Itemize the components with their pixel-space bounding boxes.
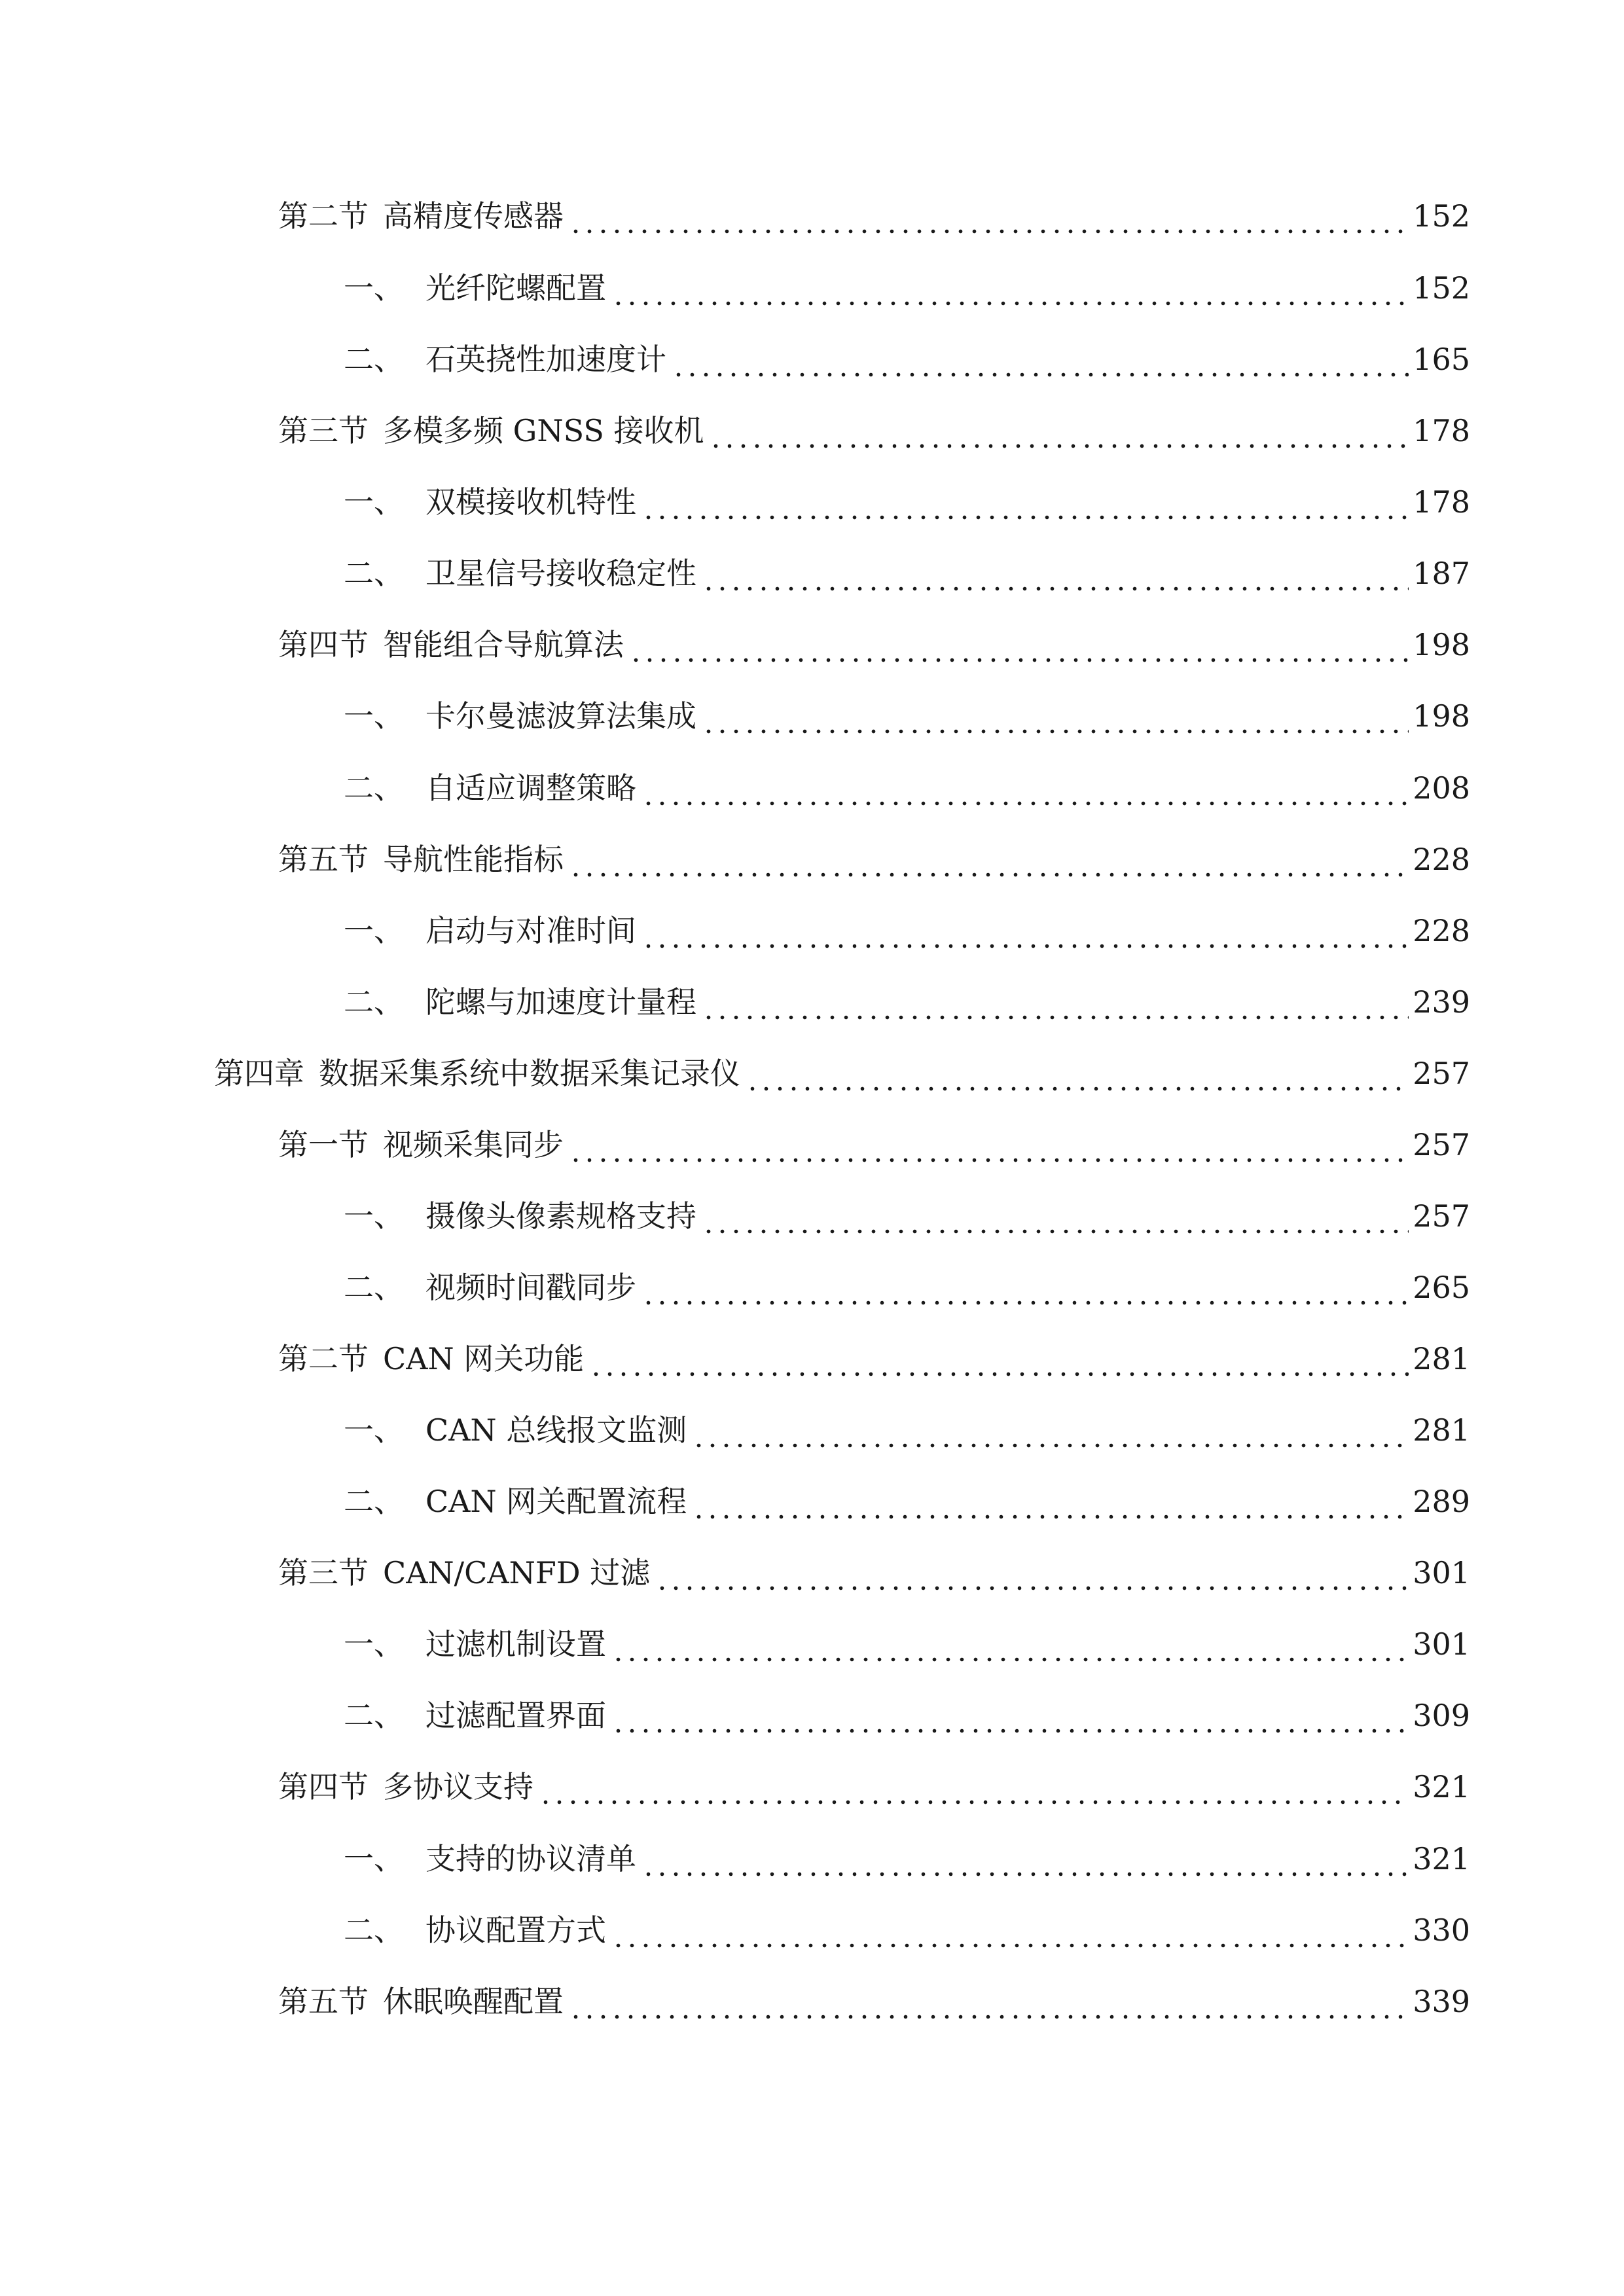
toc-entry-section[interactable] bbox=[278, 404, 1470, 457]
dot-leader bbox=[641, 1833, 1409, 1885]
dot-leader bbox=[672, 333, 1409, 386]
toc-entry-prefix: 二、 bbox=[344, 984, 404, 1020]
toc-entry-title: 过滤机制设置 bbox=[425, 1626, 606, 1662]
toc-entry-page-number: 301 bbox=[1413, 1626, 1470, 1662]
dot-leader bbox=[702, 1190, 1409, 1242]
toc-entry-subsection[interactable] bbox=[344, 547, 1470, 600]
toc-entry-title: 数据采集系统中数据采集记录仪 bbox=[319, 1056, 740, 1091]
toc-entry-page-number: 281 bbox=[1413, 1341, 1470, 1376]
toc-entry-label bbox=[344, 1404, 687, 1456]
toc-entry-title: 视频时间戳同步 bbox=[425, 1270, 636, 1305]
toc-entry-prefix: 二、 bbox=[344, 342, 404, 377]
toc-entry-label bbox=[278, 1975, 564, 2028]
toc-entry-section[interactable] bbox=[278, 833, 1470, 886]
toc-entry-prefix: 一、 bbox=[344, 270, 404, 306]
dot-leader bbox=[709, 404, 1409, 457]
toc-entry-subsection[interactable] bbox=[344, 262, 1470, 314]
dot-leader bbox=[569, 833, 1409, 886]
dot-leader bbox=[589, 1333, 1409, 1385]
toc-entry-prefix: 第四章 bbox=[214, 1056, 304, 1091]
toc-entry-prefix: 第二节 bbox=[278, 198, 369, 234]
toc-entry-chapter[interactable] bbox=[214, 1047, 1470, 1100]
toc-entry-page-number: 281 bbox=[1413, 1412, 1470, 1448]
dot-leader bbox=[569, 190, 1409, 242]
toc-entry-subsection[interactable] bbox=[344, 690, 1470, 742]
dot-leader bbox=[641, 1261, 1409, 1314]
dot-leader bbox=[746, 1047, 1409, 1100]
toc-entry-page-number: 330 bbox=[1413, 1912, 1470, 1948]
toc-entry-section[interactable] bbox=[278, 1119, 1470, 1171]
toc-entry-label bbox=[344, 333, 666, 386]
toc-entry-section[interactable] bbox=[278, 619, 1470, 671]
toc-entry-label bbox=[278, 190, 564, 242]
toc-entry-section[interactable] bbox=[278, 1333, 1470, 1385]
toc-entry-page-number: 228 bbox=[1413, 913, 1470, 948]
toc-entry-prefix: 第四节 bbox=[278, 627, 369, 662]
toc-entry-label bbox=[278, 404, 704, 457]
toc-entry-prefix: 第三节 bbox=[278, 413, 369, 448]
toc-entry-prefix: 二、 bbox=[344, 556, 404, 591]
toc-entry-label bbox=[344, 1475, 687, 1528]
dot-leader bbox=[611, 1618, 1409, 1670]
toc-entry-prefix: 一、 bbox=[344, 698, 404, 734]
toc-entry-prefix: 二、 bbox=[344, 770, 404, 806]
toc-entry-title: 双模接收机特性 bbox=[425, 484, 636, 520]
toc-entry-page-number: 208 bbox=[1413, 770, 1470, 806]
toc-entry-prefix: 第四节 bbox=[278, 1769, 369, 1804]
toc-entry-page-number: 178 bbox=[1413, 484, 1470, 520]
toc-entry-subsection[interactable] bbox=[344, 762, 1470, 814]
toc-entry-prefix: 第五节 bbox=[278, 1984, 369, 2019]
toc-entry-subsection[interactable] bbox=[344, 476, 1470, 528]
toc-entry-title: 智能组合导航算法 bbox=[383, 627, 624, 662]
toc-entry-title: 高精度传感器 bbox=[383, 198, 564, 234]
toc-entry-prefix: 二、 bbox=[344, 1698, 404, 1733]
toc-entry-title: 导航性能指标 bbox=[383, 842, 564, 877]
toc-entry-title: 卫星信号接收稳定性 bbox=[425, 556, 696, 591]
toc-entry-page-number: 187 bbox=[1413, 556, 1470, 591]
toc-entry-section[interactable] bbox=[278, 190, 1470, 242]
toc-entry-label bbox=[344, 476, 636, 528]
toc-entry-title: 陀螺与加速度计量程 bbox=[425, 984, 696, 1020]
toc-entry-page-number: 301 bbox=[1413, 1555, 1470, 1590]
toc-entry-title: CAN/CANFD 过滤 bbox=[383, 1555, 651, 1590]
toc-entry-label bbox=[344, 690, 696, 742]
dot-leader bbox=[539, 1761, 1409, 1813]
toc-entry-label bbox=[278, 619, 624, 671]
toc-entry-label bbox=[344, 762, 636, 814]
dot-leader bbox=[702, 547, 1409, 600]
toc-entry-label bbox=[344, 547, 696, 600]
toc-entry-title: CAN 网关功能 bbox=[383, 1341, 585, 1376]
toc-entry-subsection[interactable] bbox=[344, 333, 1470, 386]
toc-entry-subsection[interactable] bbox=[344, 1404, 1470, 1456]
toc-entry-label bbox=[214, 1047, 740, 1100]
toc-entry-page-number: 257 bbox=[1413, 1056, 1470, 1091]
toc-entry-page-number: 178 bbox=[1413, 413, 1470, 448]
toc-entry-prefix: 二、 bbox=[344, 1270, 404, 1305]
toc-entry-prefix: 第二节 bbox=[278, 1341, 369, 1376]
toc-entry-title: CAN 总线报文监测 bbox=[425, 1412, 687, 1448]
dot-leader bbox=[702, 690, 1409, 742]
toc-entry-prefix: 二、 bbox=[344, 1912, 404, 1948]
toc-entry-label bbox=[278, 1119, 564, 1171]
dot-leader bbox=[692, 1404, 1409, 1456]
toc-entry-label bbox=[344, 1689, 606, 1742]
toc-entry-label bbox=[344, 976, 696, 1028]
toc-entry-subsection[interactable] bbox=[344, 1833, 1470, 1885]
toc-entry-title: 过滤配置界面 bbox=[425, 1698, 606, 1733]
toc-entry-section[interactable] bbox=[278, 1547, 1470, 1599]
toc-entry-page-number: 289 bbox=[1413, 1484, 1470, 1519]
toc-entry-label bbox=[344, 1833, 636, 1885]
toc-entry-prefix: 一、 bbox=[344, 913, 404, 948]
dot-leader bbox=[692, 1475, 1409, 1528]
toc-entry-subsection[interactable] bbox=[344, 976, 1470, 1028]
toc-entry-subsection[interactable] bbox=[344, 905, 1470, 957]
toc-entry-title: 休眠唤醒配置 bbox=[383, 1984, 564, 2019]
toc-entry-label bbox=[344, 1618, 606, 1670]
dot-leader bbox=[611, 262, 1409, 314]
toc-entry-prefix: 一、 bbox=[344, 1412, 404, 1448]
toc-entry-section[interactable] bbox=[278, 1761, 1470, 1813]
toc-entry-subsection[interactable] bbox=[344, 1618, 1470, 1670]
toc-entry-subsection[interactable] bbox=[344, 1475, 1470, 1528]
toc-entry-title: 启动与对准时间 bbox=[425, 913, 636, 948]
toc-entry-title: 多协议支持 bbox=[383, 1769, 533, 1804]
toc-entry-title: 摄像头像素规格支持 bbox=[425, 1198, 696, 1234]
toc-entry-label bbox=[278, 833, 564, 886]
toc-entry-page-number: 152 bbox=[1413, 270, 1470, 306]
toc-entry-page-number: 198 bbox=[1413, 698, 1470, 734]
dot-leader bbox=[702, 976, 1409, 1028]
toc-entry-page-number: 152 bbox=[1413, 198, 1470, 234]
toc-entry-page-number: 339 bbox=[1413, 1984, 1470, 2019]
toc-entry-page-number: 321 bbox=[1413, 1841, 1470, 1876]
toc-entry-subsection[interactable] bbox=[344, 1190, 1470, 1242]
toc-entry-prefix: 一、 bbox=[344, 1841, 404, 1876]
toc-entry-page-number: 239 bbox=[1413, 984, 1470, 1020]
toc-entry-title: 多模多频 GNSS 接收机 bbox=[383, 413, 704, 448]
toc-entry-label bbox=[344, 1904, 606, 1956]
toc-entry-page-number: 228 bbox=[1413, 842, 1470, 877]
toc-entry-label bbox=[344, 1190, 696, 1242]
toc-entry-subsection[interactable] bbox=[344, 1689, 1470, 1742]
toc-entry-title: 卡尔曼滤波算法集成 bbox=[425, 698, 696, 734]
toc-entry-prefix: 第一节 bbox=[278, 1127, 369, 1162]
toc-entry-page-number: 309 bbox=[1413, 1698, 1470, 1733]
toc-entry-subsection[interactable] bbox=[344, 1904, 1470, 1956]
dot-leader bbox=[629, 619, 1409, 671]
dot-leader bbox=[641, 476, 1409, 528]
toc-entry-title: 支持的协议清单 bbox=[425, 1841, 636, 1876]
toc-entry-page-number: 265 bbox=[1413, 1270, 1470, 1305]
dot-leader bbox=[641, 905, 1409, 957]
toc-entry-page-number: 257 bbox=[1413, 1127, 1470, 1162]
dot-leader bbox=[569, 1975, 1409, 2028]
toc-entry-prefix: 二、 bbox=[344, 1484, 404, 1519]
toc-entry-page-number: 165 bbox=[1413, 342, 1470, 377]
toc-entry-label bbox=[278, 1333, 584, 1385]
dot-leader bbox=[569, 1119, 1409, 1171]
toc-entry-prefix: 一、 bbox=[344, 484, 404, 520]
toc-entry-page-number: 198 bbox=[1413, 627, 1470, 662]
dot-leader bbox=[611, 1904, 1409, 1956]
toc-entry-prefix: 一、 bbox=[344, 1198, 404, 1234]
toc-entry-prefix: 一、 bbox=[344, 1626, 404, 1662]
toc-entry-label bbox=[344, 1261, 636, 1314]
toc-entry-page-number: 257 bbox=[1413, 1198, 1470, 1234]
dot-leader bbox=[641, 762, 1409, 814]
dot-leader bbox=[611, 1689, 1409, 1742]
toc-entry-subsection[interactable] bbox=[344, 1261, 1470, 1314]
toc-entry-label bbox=[344, 262, 606, 314]
toc-entry-section[interactable] bbox=[278, 1975, 1470, 2028]
toc-entry-title: 光纤陀螺配置 bbox=[425, 270, 606, 306]
toc-entry-title: 自适应调整策略 bbox=[425, 770, 636, 806]
toc-entry-title: CAN 网关配置流程 bbox=[425, 1484, 687, 1519]
toc-entry-label bbox=[278, 1761, 533, 1813]
toc-entry-page-number: 321 bbox=[1413, 1769, 1470, 1804]
toc-entry-label bbox=[278, 1547, 650, 1599]
toc-entry-title: 石英挠性加速度计 bbox=[425, 342, 666, 377]
toc-entry-prefix: 第五节 bbox=[278, 842, 369, 877]
toc-entry-title: 协议配置方式 bbox=[425, 1912, 606, 1948]
toc-entry-prefix: 第三节 bbox=[278, 1555, 369, 1590]
dot-leader bbox=[655, 1547, 1409, 1599]
toc-entry-label bbox=[344, 905, 636, 957]
toc-entry-title: 视频采集同步 bbox=[383, 1127, 564, 1162]
